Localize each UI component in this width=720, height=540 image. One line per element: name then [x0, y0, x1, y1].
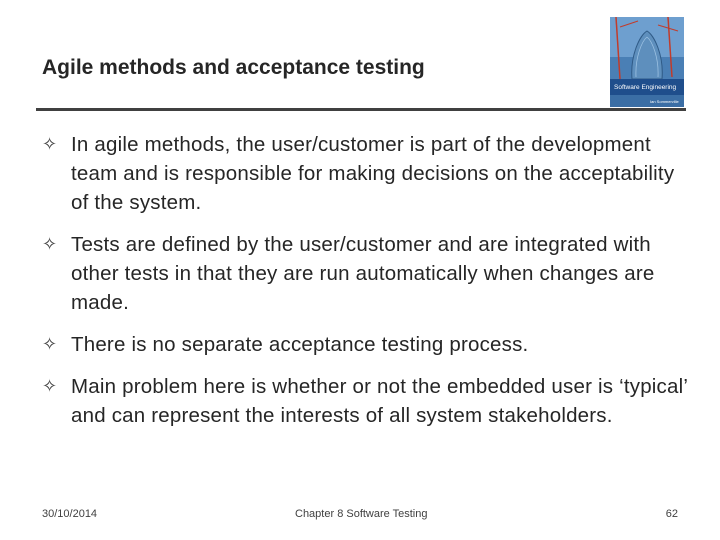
four-pointed-star-icon: ✧ — [42, 334, 58, 354]
footer-date: 30/10/2014 — [42, 508, 98, 520]
four-pointed-star-icon: ✧ — [42, 376, 58, 396]
bullet-text: Tests are defined by the user/customer and are integrated with other tests in that they are run automatically when changes are made. — [71, 233, 655, 314]
book-cover-image — [610, 17, 684, 107]
bullet-list — [42, 130, 692, 443]
bullet-text: Main problem here is whether or not the embedded user is ‘typical’ and can represent the interests of all system stakeholders. — [71, 375, 688, 427]
cover-title: Software Engineering — [614, 84, 677, 91]
bullet-item — [42, 330, 692, 359]
bullet-item — [42, 130, 692, 217]
page-number: 62 — [665, 508, 678, 520]
four-pointed-star-icon: ✧ — [42, 134, 58, 154]
cover-subtitle: Ian Sommerville — [650, 99, 679, 104]
footer-chapter: Chapter 8 Software Testing — [295, 508, 428, 520]
slide-title: Agile methods and acceptance testing — [42, 56, 425, 79]
four-pointed-star-icon: ✧ — [42, 234, 58, 254]
bullet-item — [42, 230, 692, 317]
title-divider — [36, 108, 686, 111]
bullet-text: In agile methods, the user/customer is part of the development team and is responsible for making decisions on the acceptability of the system. — [71, 133, 675, 214]
bullet-item — [42, 372, 692, 430]
bullet-text: There is no separate acceptance testing process. — [71, 333, 529, 356]
